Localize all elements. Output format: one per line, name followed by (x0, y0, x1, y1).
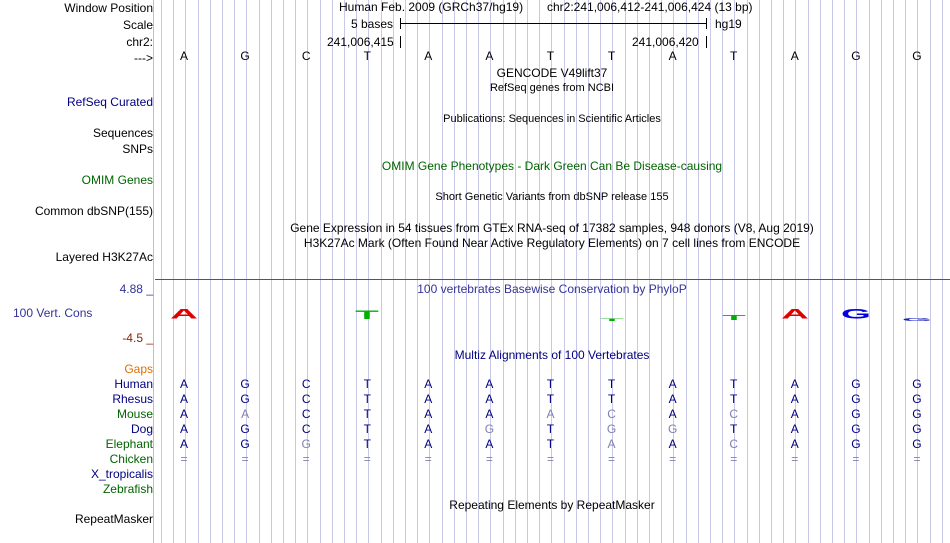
gridline (625, 0, 626, 543)
aligned-base: A (607, 437, 616, 451)
base-letter: G (912, 49, 922, 63)
aligned-base: A (790, 377, 799, 391)
aligned-base: C (607, 407, 616, 421)
aligned-base: = (913, 452, 921, 466)
aligned-base: T (546, 392, 555, 406)
gridline (942, 0, 943, 543)
base-letter: A (790, 49, 799, 63)
aligned-base: A (179, 392, 188, 406)
refseq-curated-label[interactable]: RefSeq Curated (66, 95, 153, 109)
aligned-base: A (179, 407, 188, 421)
conservation-logo-letter: G (901, 317, 932, 322)
gridline (381, 0, 382, 543)
publications-title[interactable]: Publications: Sequences in Scientific Articles (443, 113, 661, 125)
aligned-base: = (791, 452, 799, 466)
gridline (271, 0, 272, 543)
phylop-title[interactable]: 100 vertebrates Basewise Conservation by PhyloP (417, 282, 687, 296)
aligned-base: A (424, 407, 433, 421)
gridline (210, 0, 211, 543)
aligned-base: G (240, 392, 250, 406)
scale-label: Scale (122, 18, 153, 32)
gridline (759, 0, 760, 543)
conservation-logo-letter: T (599, 318, 624, 322)
aligned-base: G (667, 422, 678, 436)
gridline (332, 0, 333, 543)
gridline (893, 0, 894, 543)
aligned-base: A (668, 437, 677, 451)
aligned-base: G (240, 377, 250, 391)
aligned-base: A (790, 422, 799, 436)
gridline (869, 0, 870, 543)
base-letter: A (424, 49, 433, 63)
aligned-base: A (179, 422, 188, 436)
aligned-base: A (485, 392, 494, 406)
label-separator (153, 0, 154, 543)
base-letter: T (607, 49, 616, 63)
gridline (820, 0, 821, 543)
aligned-base: T (546, 377, 555, 391)
aligned-base: = (180, 452, 188, 466)
aligned-base: A (790, 437, 799, 451)
aligned-base: A (424, 392, 433, 406)
aligned-base: = (669, 452, 677, 466)
sequences-label[interactable]: Sequences (92, 126, 153, 140)
gridline (442, 0, 443, 543)
aligned-base: T (546, 437, 555, 451)
conservation-logo-letter: A (780, 307, 809, 322)
aligned-base: T (363, 407, 371, 421)
conservation-logo-letter: A (170, 307, 198, 322)
aligned-base: T (363, 422, 371, 436)
gridline (283, 0, 284, 543)
gridline (771, 0, 772, 543)
species-label[interactable]: Zebrafish (102, 482, 153, 496)
aligned-base: A (241, 407, 250, 421)
layered-h3k27ac-label[interactable]: Layered H3K27Ac (55, 250, 153, 264)
db-name: hg19 (715, 17, 742, 31)
aligned-base: T (607, 377, 616, 391)
window-position-label: Window Position (64, 1, 153, 15)
species-label[interactable]: Mouse (116, 407, 153, 421)
omim-title[interactable]: OMIM Gene Phenotypes - Dark Green Can Be Disease-causing (381, 159, 723, 173)
strand-label: ---> (134, 51, 153, 65)
gridline (905, 0, 906, 543)
aligned-base: G (912, 377, 922, 391)
base-letter: T (363, 49, 371, 63)
aligned-base: A (546, 407, 555, 421)
common-dbsnp-label[interactable]: Common dbSNP(155) (34, 204, 153, 218)
gridline (698, 0, 699, 543)
gaps-label[interactable]: Gaps (124, 362, 153, 376)
aligned-base: G (851, 407, 861, 421)
aligned-base: A (179, 377, 188, 391)
scale-bar-right-tick (706, 18, 707, 29)
aligned-base: A (668, 407, 677, 421)
species-label[interactable]: Human (114, 377, 153, 391)
aligned-base: G (912, 422, 922, 436)
aligned-base: = (852, 452, 860, 466)
coord-left-tick (400, 36, 401, 48)
aligned-base: T (730, 392, 738, 406)
multiz-title[interactable]: Multiz Alignments of 100 Vertebrates (454, 348, 650, 362)
aligned-base: T (607, 392, 616, 406)
gridline (881, 0, 882, 543)
aligned-base: T (730, 422, 738, 436)
base-letter: G (240, 49, 250, 63)
h3k27ac-title[interactable]: H3K27Ac Mark (Often Found Near Active Regulatory Elements) on 7 cell lines from ENCODE (303, 236, 801, 250)
gencode-title[interactable]: GENCODE V49lift37 (496, 66, 608, 80)
aligned-base: T (546, 422, 555, 436)
aligned-base: = (241, 452, 249, 466)
scale-bar-left-tick (400, 18, 401, 29)
gridline (344, 0, 345, 543)
scale-text: 5 bases (351, 17, 394, 31)
gridline (259, 0, 260, 543)
coord-right: 241,006,420 (632, 35, 699, 49)
aligned-base: A (179, 437, 188, 451)
aligned-base: G (912, 392, 922, 406)
omim-genes-label[interactable]: OMIM Genes (81, 173, 153, 187)
aligned-base: C (301, 377, 311, 391)
aligned-base: A (485, 407, 494, 421)
aligned-base: A (668, 377, 677, 391)
aligned-base: G (606, 422, 617, 436)
coord-right-tick (706, 36, 707, 48)
gridline (844, 0, 845, 543)
aligned-base: A (424, 437, 433, 451)
aligned-base: A (485, 437, 494, 451)
aligned-base: = (608, 452, 616, 466)
coord-left: 241,006,415 (327, 35, 394, 49)
aligned-base: C (301, 407, 311, 421)
species-label[interactable]: Elephant (105, 437, 153, 451)
gridline (320, 0, 321, 543)
aligned-base: G (851, 422, 861, 436)
refseq-subtitle[interactable]: RefSeq genes from NCBI (489, 82, 615, 94)
position-range: chr2:241,006,412-241,006,424 (13 bp) (547, 0, 753, 14)
aligned-base: G (912, 437, 922, 451)
aligned-base: = (424, 452, 432, 466)
base-letter: A (179, 49, 188, 63)
aligned-base: G (301, 437, 311, 451)
gridline (198, 0, 199, 543)
vert-cons-label[interactable]: 100 Vert. Cons (13, 306, 93, 320)
conservation-logo-letter: T (355, 308, 379, 322)
scale-bar (400, 23, 706, 24)
track-divider (155, 279, 950, 280)
species-label[interactable]: X_tropicalis (90, 467, 153, 481)
aligned-base: = (302, 452, 310, 466)
species-label[interactable]: Rhesus (112, 392, 153, 406)
aligned-base: = (730, 452, 738, 466)
aligned-base: T (730, 377, 738, 391)
base-letter: C (301, 49, 311, 63)
aligned-base: A (424, 377, 433, 391)
base-letter: G (851, 49, 861, 63)
snps-label[interactable]: SNPs (122, 142, 153, 156)
aligned-base: T (363, 392, 371, 406)
aligned-base: G (912, 407, 922, 421)
aligned-base: A (668, 392, 677, 406)
gridline (808, 0, 809, 543)
aligned-base: C (729, 407, 739, 421)
aligned-base: A (790, 392, 799, 406)
base-letter: A (668, 49, 677, 63)
aligned-base: = (485, 452, 493, 466)
base-letter: T (546, 49, 555, 63)
aligned-base: = (546, 452, 554, 466)
gridline (686, 0, 687, 543)
aligned-base: G (851, 377, 861, 391)
chr-label: chr2: (126, 35, 153, 49)
species-label[interactable]: Dog (130, 422, 153, 436)
aligned-base: T (363, 437, 371, 451)
gridline (747, 0, 748, 543)
aligned-base: T (363, 377, 371, 391)
repeatmasker-title[interactable]: Repeating Elements by RepeatMasker (449, 498, 655, 512)
gridline (393, 0, 394, 543)
aligned-base: A (485, 377, 494, 391)
aligned-base: C (301, 392, 311, 406)
repeatmasker-label[interactable]: RepeatMasker (74, 512, 153, 526)
dbsnp-title[interactable]: Short Genetic Variants from dbSNP release 155 (435, 191, 669, 203)
gridline (466, 0, 467, 543)
aligned-base: G (240, 437, 250, 451)
gridline (222, 0, 223, 543)
aligned-base: G (851, 437, 861, 451)
gridline (454, 0, 455, 543)
aligned-base: G (240, 422, 250, 436)
conservation-logo-letter: T (721, 314, 746, 322)
aligned-base: G (851, 392, 861, 406)
aligned-base: G (484, 422, 495, 436)
species-label[interactable]: Chicken (109, 452, 153, 466)
assembly-name: Human Feb. 2009 (GRCh37/hg19) (339, 0, 524, 14)
aligned-base: C (301, 422, 311, 436)
gridline (710, 0, 711, 543)
base-letter: T (730, 49, 738, 63)
aligned-base: C (729, 437, 739, 451)
conservation-logo-letter: G (840, 307, 871, 322)
base-letter: A (485, 49, 494, 63)
aligned-base: A (424, 422, 433, 436)
gridline (930, 0, 931, 543)
aligned-base: A (790, 407, 799, 421)
cons-max-label: 4.88 _ (119, 282, 153, 296)
gtex-title[interactable]: Gene Expression in 54 tissues from GTEx RNA-seq of 17382 samples, 948 donors (V8, Aug 2019) (290, 221, 814, 235)
gridline (832, 0, 833, 543)
gridline (161, 0, 162, 543)
cons-min-label: -4.5 _ (122, 331, 153, 345)
gridline (649, 0, 650, 543)
gridline (637, 0, 638, 543)
gridline (405, 0, 406, 543)
aligned-base: = (363, 452, 371, 466)
